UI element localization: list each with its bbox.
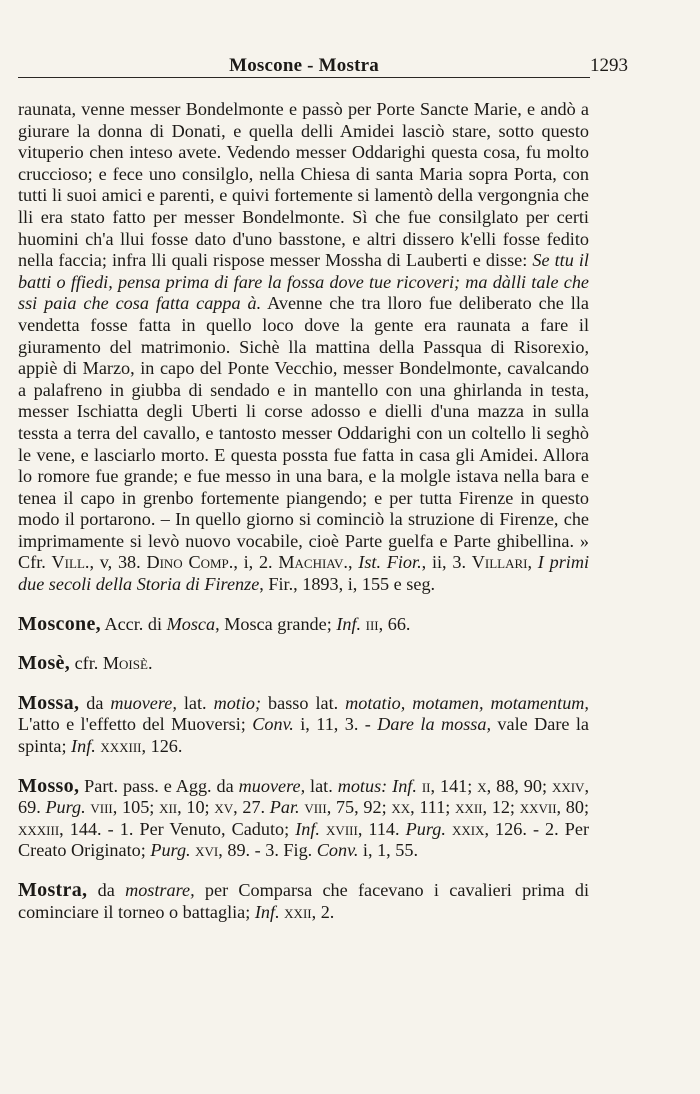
- citation-author: Machiav.: [278, 552, 348, 573]
- entry-text: .: [147, 653, 153, 674]
- entry-roman-numeral: x: [477, 775, 487, 796]
- citation-title: I primi due secoli della Storia di Firenze: [18, 552, 590, 595]
- entry-text: i, 11, 3. -: [293, 714, 378, 735]
- entry-text: lat.: [176, 692, 214, 713]
- entry-roman-numeral: xxix: [451, 818, 485, 839]
- page-body: [18, 99, 589, 923]
- paragraph-text: Avenne che tra lloro fue deliberato che lla vendetta fosse fatta in quello loco dove la gente era raunata a fare il giuramento del matrimonio. Sichè lla mattina della Passqua di Risorexio, appiè di Marzo, in capo del Ponte Vecchio, messer Bondelmonte, cavalcando a palafreno in giubba di sendado e in mantello con una ghirlanda in testa, messer Ischiatta degli Uberti li corse adosso e dielli d'una mazza in sulla tessta a terra del cavallo, e tantosto messer Oddarighi con un coltello li seghò le vene, e lasciarlo morto. E questa possta fue fatta in casa gli Amidei. Allora lo romore fue grande; e fue messo in una bara, e la molgle istava nella bara e tenea il capo in grenbo fortemente piangendo; e per tutta Firenze in questo modo il portarono. – In quello giorno si cominciò la struzione di Firenze, che imprimamente si levò nuovo vocabile, cioè Parte guelfa e Parte ghibellina. » Cfr.: [18, 293, 589, 573]
- citation-ref: , Fir., 1893, i, 155 e seg.: [259, 574, 436, 595]
- entry-text: , 144. - 1. Per Venuto, Caduto;: [59, 818, 296, 839]
- entry-headword: Mosè,: [18, 652, 71, 675]
- citation-ref: , ii, 3.: [421, 552, 472, 573]
- entry-text: , 114.: [357, 818, 406, 839]
- entry-roman-numeral: viii: [90, 797, 113, 818]
- entry-italic-text: Inf.: [254, 901, 280, 922]
- citation-title: Ist. Fior.: [358, 552, 422, 573]
- entry-text: i, 1, 55.: [358, 840, 418, 861]
- dictionary-entry: [18, 614, 589, 636]
- dictionary-entry: [18, 776, 589, 862]
- entry-roman-numeral: iii: [365, 613, 379, 634]
- entry-text: , 2.: [311, 901, 335, 922]
- dictionary-entries: [18, 614, 589, 924]
- entry-text: , 75, 92;: [326, 797, 392, 818]
- entry-italic-text: Conv.: [316, 840, 359, 861]
- citation-author: Vill.: [51, 552, 90, 573]
- entry-roman-numeral: xviii: [326, 818, 358, 839]
- entry-roman-numeral: xx: [391, 797, 411, 818]
- dictionary-entry: [18, 693, 589, 758]
- entry-roman-numeral: Moisè: [102, 653, 148, 674]
- continuation-paragraph: [18, 99, 589, 596]
- entry-text: , 111;: [410, 797, 456, 818]
- entry-italic-text: motio;: [213, 692, 262, 713]
- citation-ref: ,: [527, 552, 538, 573]
- entry-text: da: [87, 880, 126, 900]
- entry-text: , 69.: [18, 775, 589, 818]
- entry-text: Part. pass. e Agg. da: [79, 775, 239, 796]
- entry-text: cfr.: [70, 653, 103, 674]
- entry-roman-numeral: xxiv: [551, 775, 585, 796]
- entry-italic-text: Dare la mossa,: [377, 714, 491, 735]
- entry-text: per Comparsa che facevano i cavalieri prima di cominciare il torneo o battaglia;: [18, 880, 589, 922]
- entry-italic-text: Par.: [269, 797, 300, 818]
- running-head: [18, 53, 590, 78]
- citation-ref: ,: [347, 552, 359, 573]
- entry-headword: Moscone,: [18, 612, 101, 635]
- entry-text: da: [79, 692, 111, 713]
- entry-text: , 27.: [233, 797, 270, 818]
- entry-italic-text: Mosca: [166, 613, 216, 634]
- entry-italic-text: muovere,: [110, 692, 177, 713]
- entry-italic-text: Purg.: [45, 797, 86, 818]
- entry-text: lat.: [305, 775, 338, 796]
- entry-roman-numeral: xxvii: [519, 797, 557, 818]
- entry-text: , 105;: [112, 797, 160, 818]
- entry-italic-text: muovere,: [238, 775, 306, 796]
- page-number: 1293: [590, 55, 628, 76]
- entry-text: Accr. di: [100, 613, 167, 634]
- entry-headword: Mossa,: [18, 691, 80, 714]
- entry-text: , 126. - 2. Per Creato Originato;: [18, 818, 590, 861]
- entry-text: L'atto e l'effetto del Muoversi;: [18, 714, 253, 735]
- citation-author: Villari: [471, 552, 528, 573]
- entry-text: , 10;: [177, 797, 215, 818]
- entry-text: , 126.: [141, 736, 183, 757]
- quoted-saying: Se ttu il batti o ffiedi, pensa prima di fare la fossa dove tue ricoveri; ma dàlli tale che ssi paia che cosa fatta cappa à.: [18, 250, 589, 314]
- running-title: Moscone - Mostra: [229, 55, 379, 76]
- entry-text: , 80;: [556, 797, 590, 818]
- paragraph-text: raunata, venne messer Bondelmonte e passò per Porte Sancte Marie, e andò a giurare la donna di Donati, e quella delli Amidei lasciò stare, sotto questo vituperio chen inteso avete. Vedendo messer Oddarighi questa cosa, fu molto cruccioso; e fece uno consilglo, nella Chiesa di santa Maria sopra Porta, con tutti li suoi amici e parenti, e quivi fortemente si lamentò della vergongnia che lli era stato fatto per messer Bondelmonte. Sì che fue consilglato per certi huomini ch'a llui fosse dato d'uno basstone, e altri dissero k'elli fosse fedito nella faccia; infra lli quali rispose messer Mossha di Lauberti e disse:: [18, 99, 589, 271]
- entry-text: , 66.: [378, 613, 411, 634]
- citation-ref: , i, 2.: [233, 552, 279, 573]
- entry-italic-text: Conv.: [252, 714, 294, 735]
- entry-text: vale Dare la spinta;: [18, 714, 589, 757]
- entry-italic-text: Purg.: [405, 818, 446, 839]
- citation-author: Dino Comp.: [146, 552, 234, 573]
- dictionary-entry: [18, 880, 589, 923]
- entry-italic-text: motus: Inf.: [337, 775, 417, 796]
- entry-italic-text: mostrare,: [125, 880, 195, 900]
- entry-text: , 141;: [430, 775, 478, 796]
- entry-headword: Mostra,: [18, 879, 88, 901]
- entry-roman-numeral: xv: [214, 797, 234, 818]
- entry-italic-text: Purg.: [150, 840, 191, 861]
- citation-ref: , v, 38.: [89, 552, 147, 573]
- entry-text: , Mosca grande;: [215, 613, 337, 634]
- entry-roman-numeral: xxxiii: [100, 736, 142, 757]
- entry-italic-text: Inf.: [336, 613, 362, 634]
- entry-text: , 89. - 3. Fig.: [218, 840, 317, 861]
- entry-roman-numeral: xvi: [195, 840, 219, 861]
- dictionary-entry: [18, 653, 589, 675]
- entry-text: , 88, 90;: [486, 775, 552, 796]
- entry-roman-numeral: xxii: [455, 797, 483, 818]
- entry-headword: Mosso,: [18, 774, 80, 797]
- entry-roman-numeral: xxxiii: [18, 818, 60, 839]
- entry-text: basso lat.: [261, 692, 346, 713]
- entry-roman-numeral: viii: [304, 797, 327, 818]
- entry-roman-numeral: xii: [159, 797, 178, 818]
- entry-roman-numeral: xxii: [284, 901, 312, 922]
- entry-italic-text: motatio, motamen, motamentum,: [345, 692, 589, 713]
- entry-italic-text: Inf.: [71, 736, 96, 757]
- entry-italic-text: Inf.: [295, 818, 320, 839]
- entry-roman-numeral: ii: [421, 775, 431, 796]
- entry-text: , 12;: [482, 797, 520, 818]
